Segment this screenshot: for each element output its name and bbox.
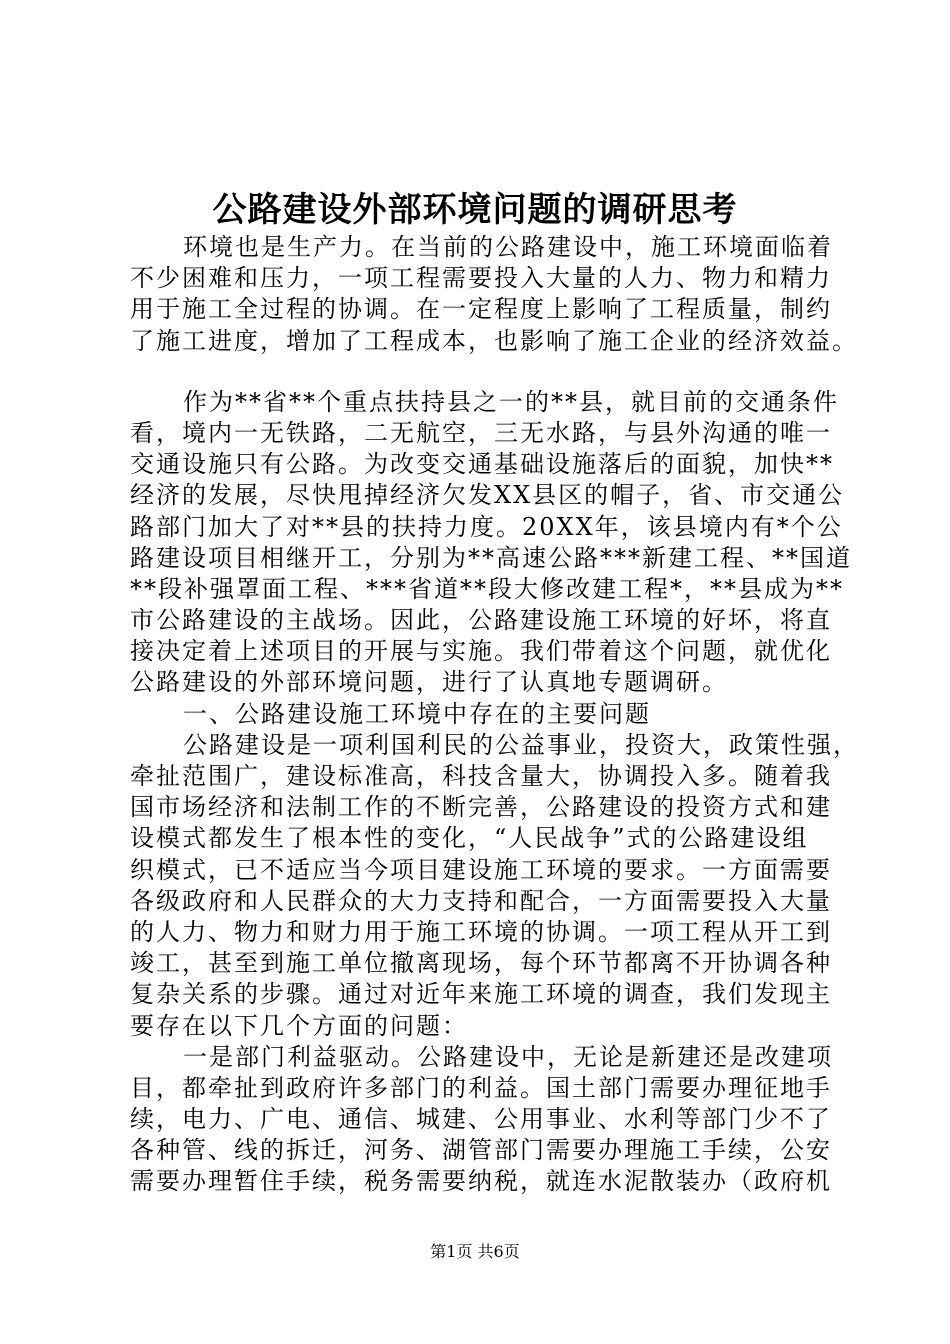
text-line: 了施工进度，增加了工程成本，也影响了施工企业的经济效益。	[130, 326, 858, 355]
text-line: 接决定着上述项目的开展与实施。我们带着这个问题，就优化	[130, 637, 832, 666]
text-line: 竣工，甚至到施工单位撤离现场，每个环节都离不开协调各种	[130, 949, 832, 978]
text-line: 续，电力、广电、通信、城建、公用事业、水利等部门少不了	[130, 1105, 832, 1134]
text-line: 用于施工全过程的协调。在一定程度上影响了工程质量，制约	[130, 295, 832, 324]
text-line: 作为**省**个重点扶持县之一的**县，就目前的交通条件	[183, 387, 839, 416]
text-line: 一是部门利益驱动。公路建设中，无论是新建还是改建项	[183, 1042, 833, 1071]
text-line: 路建设项目相继开工，分别为**高速公路***新建工程、**国道	[130, 543, 852, 572]
text-line: 看，境内一无铁路，二无航空，三无水路，与县外沟通的唯一	[130, 418, 832, 447]
section-heading: 一、公路建设施工环境中存在的主要问题	[183, 699, 651, 728]
page-number-footer: 第1页 共6页	[430, 1242, 520, 1261]
text-line: 路部门加大了对**县的扶持力度。20XX年，该县境内有*个公	[130, 512, 843, 541]
text-line: 环境也是生产力。在当前的公路建设中，施工环境面临着	[183, 233, 833, 261]
text-line: 各种管、线的拆迁，河务、湖管部门需要办理施工手续，公安	[130, 1136, 832, 1165]
text-line: **段补强罩面工程、***省道**段大修改建工程*，**县成为**	[130, 574, 844, 603]
text-line: 的人力、物力和财力用于施工环境的协调。一项工程从开工到	[130, 917, 832, 946]
document-body	[130, 232, 859, 1198]
text-line: 经济的发展，尽快甩掉经济欠发XX县区的帽子，省、市交通公	[130, 481, 845, 510]
text-line: 复杂关系的步骤。通过对近年来施工环境的调查，我们发现主	[130, 980, 832, 1009]
text-line: 公路建设的外部环境问题，进行了认真地专题调研。	[130, 668, 728, 697]
text-line: 各级政府和人民群众的大力支持和配合，一方面需要投入大量	[130, 886, 832, 915]
text-line: 目，都牵扯到政府许多部门的利益。国土部门需要办理征地手	[130, 1073, 832, 1102]
text-line: 牵扯范围广，建设标准高，科技含量大，协调投入多。随着我	[130, 762, 832, 790]
text-line: 要存在以下几个方面的问题：	[130, 1011, 468, 1040]
text-line: 织模式，已不适应当今项目建设施工环境的要求。一方面需要	[130, 855, 832, 884]
text-line: 交通设施只有公路。为改变交通基础设施落后的面貌，加快**	[130, 450, 834, 479]
text-line: 公路建设是一项利国利民的公益事业，投资大，政策性强，	[183, 730, 859, 759]
text-line: 市公路建设的主战场。因此，公路建设施工环境的好坏，将直	[130, 606, 832, 635]
text-line: 设模式都发生了根本性的变化，“人民战争”式的公路建设组	[130, 824, 809, 853]
text-line: 不少困难和压力，一项工程需要投入大量的人力、物力和精力	[130, 264, 832, 293]
document-title: 公路建设外部环境问题的调研思考	[212, 190, 738, 230]
text-line: 需要办理暂住手续，税务需要纳税，就连水泥散装办（政府机	[130, 1167, 832, 1196]
paragraph-gap	[130, 357, 830, 387]
text-line: 国市场经济和法制工作的不断完善，公路建设的投资方式和建	[130, 793, 832, 822]
